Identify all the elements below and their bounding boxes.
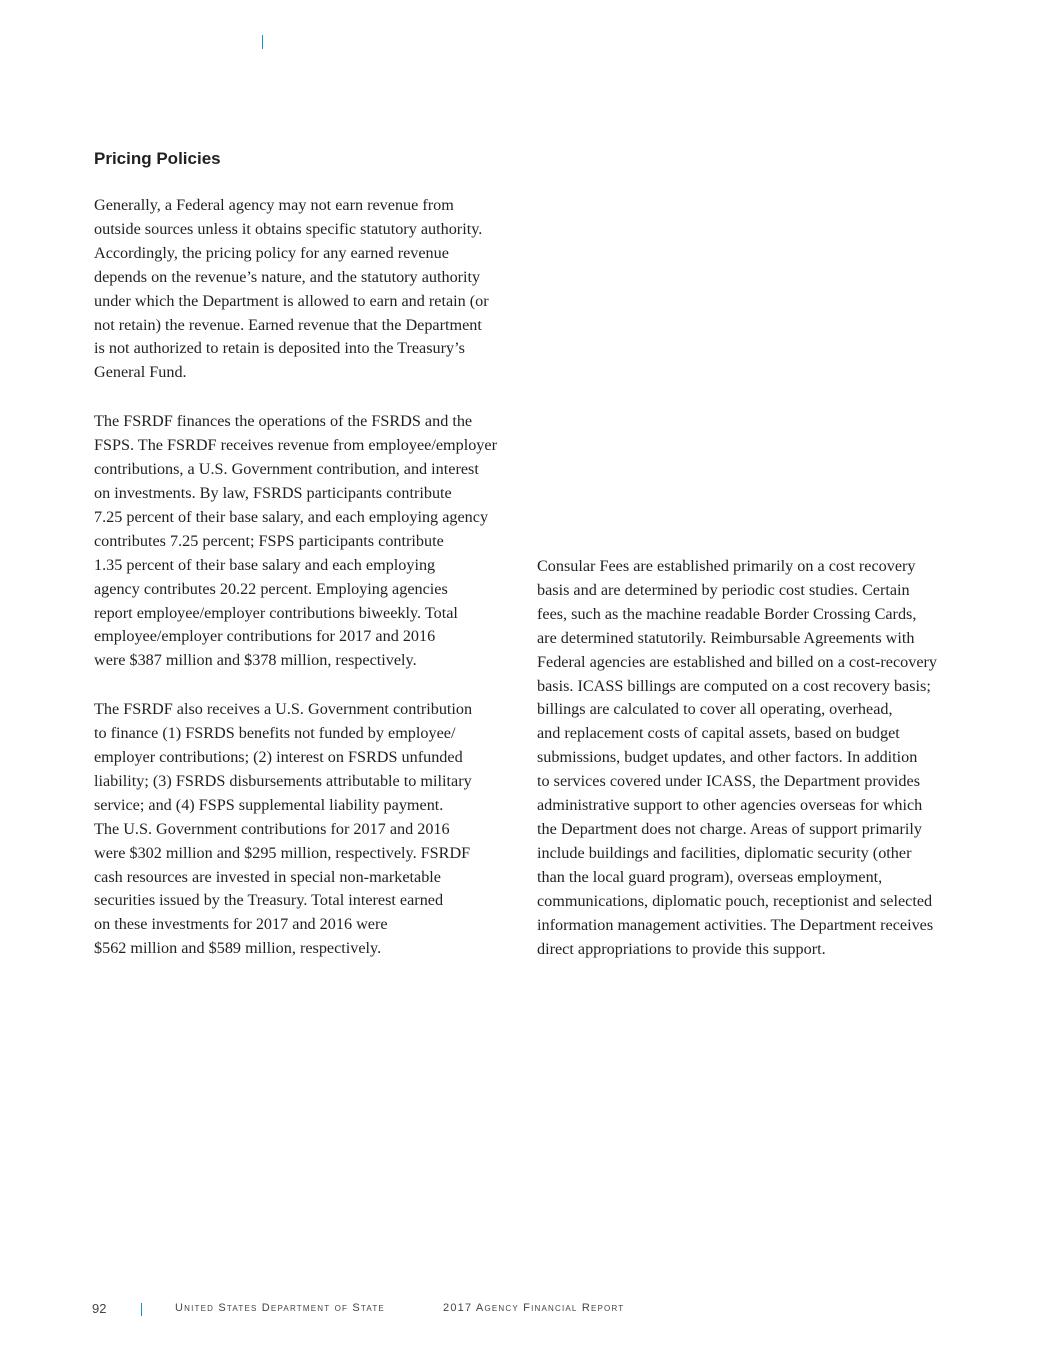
text-line: outside sources unless it obtains specific statutory authority. xyxy=(94,219,483,238)
text-line: to finance (1) FSRDS benefits not funded by employee/ xyxy=(94,724,456,743)
right-column xyxy=(537,555,967,986)
text-line: submissions, budget updates, and other factors. In addition xyxy=(537,748,918,767)
text-line: on these investments for 2017 and 2016 were xyxy=(94,915,388,934)
footer-department: United States Department of State xyxy=(175,1302,385,1314)
page-footer xyxy=(0,1301,1043,1317)
text-line: were $387 million and $378 million, respectively. xyxy=(94,651,417,670)
text-line: are determined statutorily. Reimbursable Agreements with xyxy=(537,628,915,647)
paragraph-revenue-authority xyxy=(94,194,524,385)
text-line: billings are calculated to cover all operating, overhead, xyxy=(537,700,893,719)
paragraph-government-contribution xyxy=(94,698,524,961)
text-line: employee/employer contributions for 2017 and 2016 xyxy=(94,627,436,646)
text-line: employer contributions; (2) interest on FSRDS unfunded xyxy=(94,748,463,767)
text-line: 7.25 percent of their base salary, and each employing agency xyxy=(94,507,489,526)
text-line: The U.S. Government contributions for 2017 and 2016 xyxy=(94,819,450,838)
text-line: communications, diplomatic pouch, receptionist and selected xyxy=(537,891,933,910)
section-heading: Pricing Policies xyxy=(94,149,221,168)
text-line: the Department does not charge. Areas of support primarily xyxy=(537,819,922,838)
text-line: administrative support to other agencies overseas for which xyxy=(537,796,923,815)
page-number: 92 xyxy=(92,1301,107,1316)
left-column xyxy=(94,194,524,986)
text-line: agency contributes 20.22 percent. Employing agencies xyxy=(94,579,448,598)
text-line: liability; (3) FSRDS disbursements attributable to military xyxy=(94,771,472,790)
text-line: contributes 7.25 percent; FSPS participants contribute xyxy=(94,531,444,550)
text-line: is not authorized to retain is deposited into the Treasury’s xyxy=(94,339,465,358)
text-line: and replacement costs of capital assets, based on budget xyxy=(537,724,900,743)
text-line: Accordingly, the pricing policy for any earned revenue xyxy=(94,243,449,262)
text-line: direct appropriations to provide this support. xyxy=(537,939,826,958)
text-line: cash resources are invested in special non-marketable xyxy=(94,867,441,886)
text-line: General Fund. xyxy=(94,363,187,382)
text-line: information management activities. The Department receives xyxy=(537,915,934,934)
paragraph-consular-fees xyxy=(537,555,967,961)
text-line: Consular Fees are established primarily on a cost recovery xyxy=(537,557,916,575)
text-line: to services covered under ICASS, the Department provides xyxy=(537,772,920,791)
text-line: basis. ICASS billings are computed on a cost recovery basis; xyxy=(537,676,931,695)
text-line: securities issued by the Treasury. Total interest earned xyxy=(94,891,444,910)
text-line: were $302 million and $295 million, respectively. FSRDF xyxy=(94,843,471,862)
text-line: not retain) the revenue. Earned revenue that the Department xyxy=(94,315,482,334)
text-line: report employee/employer contributions biweekly. Total xyxy=(94,603,458,622)
text-line: $562 million and $589 million, respectively. xyxy=(94,939,382,958)
text-line: than the local guard program), overseas employment, xyxy=(537,867,883,886)
header-accent-rule xyxy=(262,35,263,49)
text-line: basis and are determined by periodic cost studies. Certain xyxy=(537,580,910,599)
text-line: Generally, a Federal agency may not earn revenue from xyxy=(94,196,454,214)
text-line: The FSRDF finances the operations of the FSRDS and the xyxy=(94,412,473,431)
text-line: include buildings and facilities, diplomatic security (other xyxy=(537,843,912,862)
footer-separator xyxy=(141,1303,142,1316)
text-line: service; and (4) FSPS supplemental liability payment. xyxy=(94,795,444,814)
text-line: depends on the revenue’s nature, and the statutory authority xyxy=(94,267,481,286)
footer-report-title: 2017 Agency Financial Report xyxy=(443,1302,625,1314)
text-line: on investments. By law, FSRDS participants contribute xyxy=(94,483,452,502)
text-line: contributions, a U.S. Government contribution, and interest xyxy=(94,460,479,479)
text-line: under which the Department is allowed to earn and retain (or xyxy=(94,291,489,310)
text-line: fees, such as the machine readable Border Crossing Cards, xyxy=(537,604,917,623)
text-line: FSPS. The FSRDF receives revenue from employee/employer xyxy=(94,436,497,455)
text-line: The FSRDF also receives a U.S. Government contribution xyxy=(94,700,473,719)
paragraph-fsrdf-finances xyxy=(94,410,524,673)
text-line: Federal agencies are established and billed on a cost-recovery xyxy=(537,652,938,671)
text-line: 1.35 percent of their base salary and each employing xyxy=(94,555,436,574)
